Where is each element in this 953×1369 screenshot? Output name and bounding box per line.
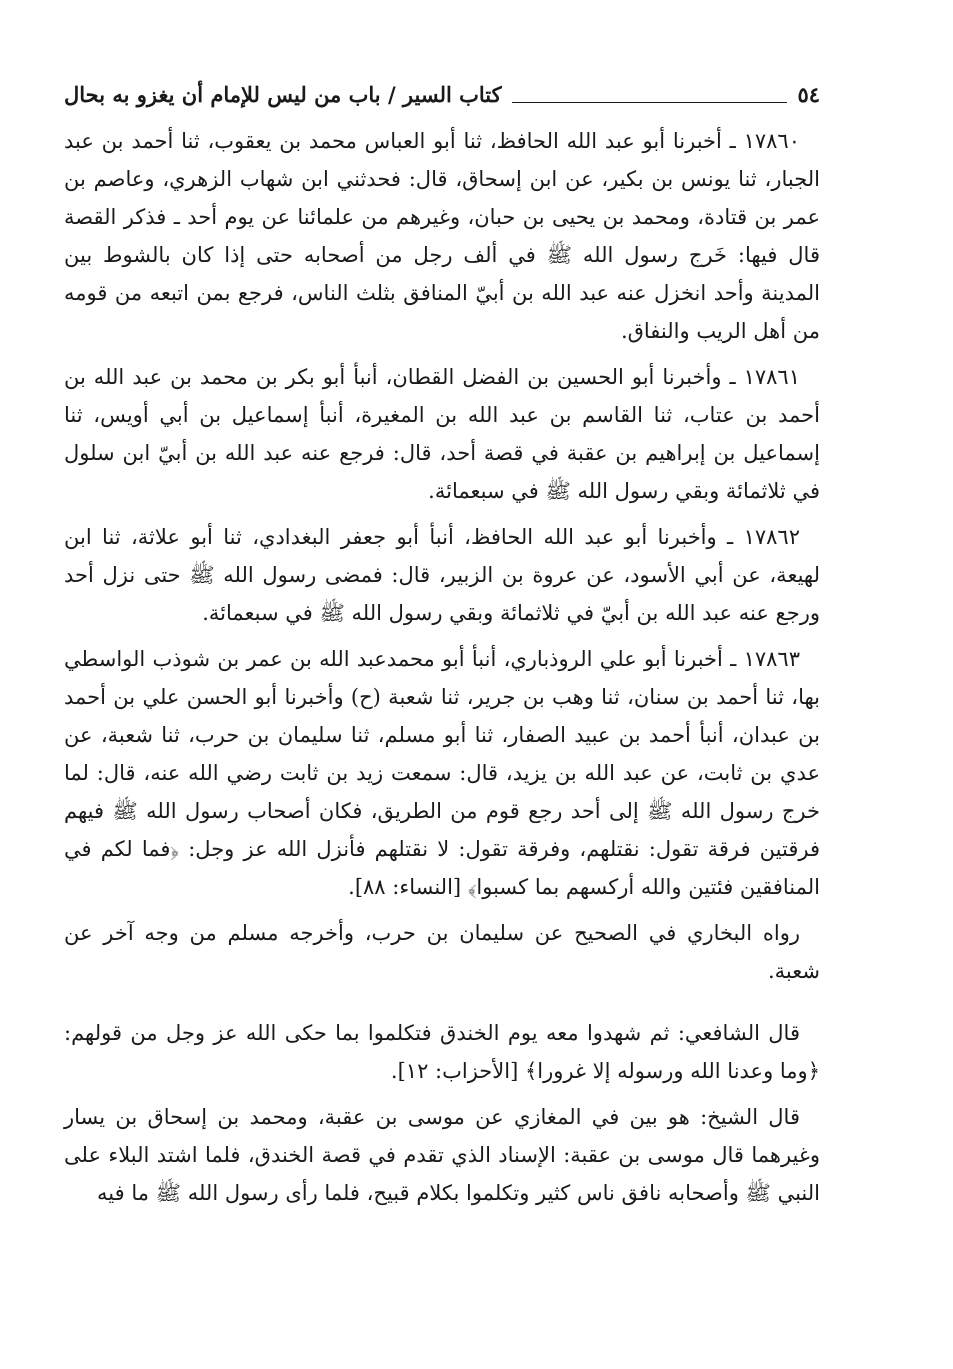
hadith-17862: ١٧٨٦٢ ـ وأخبرنا أبو عبد الله الحافظ، أنبأ أبو جعفر البغدادي، ثنا أبو علاثة، ثنا ابن لهيعة، عن أبي الأسود، عن عروة بن الزبير، قال: فمضى رسول الله ﷺ حتى نزل أحد ورجع عنه عبد الله بن أبيّ في ثلاثمائة وبقي رسول الله ﷺ في سبعمائة. xyxy=(64,525,820,625)
hadith-17863: ١٧٨٦٣ ـ أخبرنا أبو علي الروذباري، أنبأ أبو محمدعبد الله بن عمر بن شوذب الواسطي بها، ثنا أحمد بن سنان، ثنا وهب بن جرير، ثنا شعبة (ح) وأخبرنا أبو الحسن علي بن أحمد بن عبدان، أنبأ أحمد بن عبيد الصفار، ثنا أبو مسلم، ثنا سليمان بن حرب، ثنا شعبة، عن عدي بن ثابت، عن عبد الله بن يزيد، قال: سمعت زيد بن ثابت رضي الله عنه، قال: لما خرج رسول الله ﷺ إلى أحد رجع قوم من الطريق، فكان أصحاب رسول الله ﷺ فيهم فرقتين فرقة تقول: نقتلهم، وفرقة تقول: لا نقتلهم فأنزل الله عز وجل: ﴿فما لكم في المنافقين فئتين والله أركسهم بما كسبوا﴾ [النساء: ٨٨]. xyxy=(64,647,820,899)
hadith-17861: ١٧٨٦١ ـ وأخبرنا أبو الحسين بن الفضل القطان، أنبأ أبو بكر بن محمد بن عبد الله بن أحمد بن عتاب، ثنا القاسم بن عبد الله بن المغيرة، أنبأ إسماعيل بن أبي أويس، ثنا إسماعيل بن إبراهيم بن عقبة في قصة أحد، قال: فرجع عنه عبد الله بن أبيّ ابن سلول في ثلاثمائة وبقي رسول الله ﷺ في سبعمائة. xyxy=(64,365,820,503)
shafii-statement: قال الشافعي: ثم شهدوا معه يوم الخندق فتكلموا بما حكى الله عز وجل من قولهم: ﴿وما وعدنا الله ورسوله إلا غرورا﴾ [الأحزاب: ١٢]. xyxy=(64,1021,820,1083)
page-header xyxy=(64,78,820,112)
book-page xyxy=(64,78,820,1220)
sheikh-statement: قال الشيخ: هو بين في المغازي عن موسى بن عقبة، ومحمد بن إسحاق بن يسار وغيرهما قال موسى بن عقبة: الإسناد الذي تقدم في قصة الخندق، فلما اشتد البلاء على النبي ﷺ وأصحابه نافق ناس كثير وتكلموا بكلام قبيح، فلما رأى رسول الله ﷺ ما فيه xyxy=(64,1105,820,1205)
commentary-bukhari: رواه البخاري في الصحيح عن سليمان بن حرب، وأخرجه مسلم من وجه آخر عن شعبة. xyxy=(64,921,820,983)
hadith-17860: ١٧٨٦٠ ـ أخبرنا أبو عبد الله الحافظ، ثنا أبو العباس محمد بن يعقوب، ثنا أحمد بن عبد الجبار، ثنا يونس بن بكير، عن ابن إسحاق، قال: فحدثني ابن شهاب الزهري، وعاصم بن عمر بن قتادة، ومحمد بن يحيى بن حبان، وغيرهم من علمائنا عن يوم أحد ـ فذكر القصة قال فيها: خَرج رسول الله ﷺ في ألف رجل من أصحابه حتى إذا كان بالشوط بين المدينة وأحد انخزل عنه عبد الله بن أبيّ المنافق بثلث الناس، فرجع بمن اتبعه من قومه من أهل الريب والنفاق. xyxy=(64,129,820,343)
page-number: ٥٤ xyxy=(797,82,820,107)
header-rule xyxy=(512,102,788,103)
running-title: كتاب السير / باب من ليس للإمام أن يغزو به بحال xyxy=(64,82,502,107)
